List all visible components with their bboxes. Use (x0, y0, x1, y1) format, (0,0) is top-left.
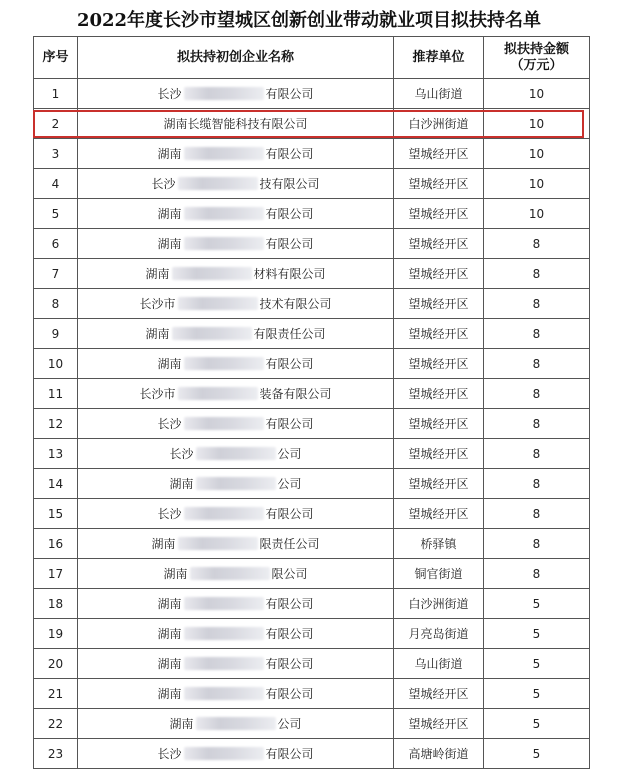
company-name (78, 439, 394, 469)
company-name-prefix: 湖南 (169, 717, 194, 731)
company-name-prefix: 长沙市 (139, 387, 176, 401)
company-name-suffix: 公司 (277, 717, 302, 731)
row-number: 17 (34, 559, 78, 589)
company-name-prefix: 长沙 (157, 87, 182, 101)
company-name (78, 529, 394, 559)
company-name-prefix: 湖南 (145, 267, 170, 281)
support-amount: 8 (484, 319, 590, 349)
company-name-prefix: 湖南 (157, 657, 182, 671)
company-name-text (169, 715, 301, 732)
company-name (78, 109, 394, 139)
company-name-text (157, 415, 313, 432)
company-name (78, 559, 394, 589)
company-name-text (163, 115, 307, 132)
company-name (78, 589, 394, 619)
table-row (34, 619, 590, 649)
company-name (78, 349, 394, 379)
company-name (78, 739, 394, 769)
company-name-suffix: 装备有限公司 (259, 387, 332, 401)
recommending-unit: 望城经开区 (394, 679, 484, 709)
company-name (78, 289, 394, 319)
redaction-blur (196, 717, 276, 730)
row-number: 20 (34, 649, 78, 679)
company-name (78, 79, 394, 109)
redaction-blur (184, 87, 264, 100)
company-name-text (139, 385, 331, 402)
company-name (78, 649, 394, 679)
row-number: 4 (34, 169, 78, 199)
recommending-unit: 望城经开区 (394, 259, 484, 289)
support-amount: 5 (484, 709, 590, 739)
company-name-text (157, 595, 313, 612)
company-name-text (145, 265, 325, 282)
company-name-prefix: 湖南 (163, 567, 188, 581)
redaction-blur (196, 477, 276, 490)
company-name (78, 169, 394, 199)
support-amount: 8 (484, 469, 590, 499)
company-name-prefix: 长沙 (169, 447, 194, 461)
company-name-suffix: 技有限公司 (259, 177, 320, 191)
recommending-unit: 望城经开区 (394, 199, 484, 229)
table-row (34, 709, 590, 739)
support-amount: 10 (484, 199, 590, 229)
recommending-unit: 乌山街道 (394, 649, 484, 679)
row-number: 12 (34, 409, 78, 439)
company-name-prefix: 长沙 (157, 507, 182, 521)
support-amount: 8 (484, 289, 590, 319)
row-number: 2 (34, 109, 78, 139)
table-row (34, 289, 590, 319)
company-name (78, 319, 394, 349)
support-amount: 8 (484, 349, 590, 379)
row-number: 7 (34, 259, 78, 289)
row-number: 13 (34, 439, 78, 469)
company-name-suffix: 技术有限公司 (259, 297, 332, 311)
support-amount: 10 (484, 139, 590, 169)
company-name-text (151, 535, 319, 552)
row-number: 14 (34, 469, 78, 499)
support-amount: 8 (484, 229, 590, 259)
table-row (34, 139, 590, 169)
company-name (78, 619, 394, 649)
company-name-text (157, 205, 313, 222)
support-amount: 10 (484, 79, 590, 109)
support-amount: 5 (484, 619, 590, 649)
redaction-blur (178, 297, 258, 310)
redaction-blur (184, 237, 264, 250)
company-name-prefix: 湖南 (157, 237, 182, 251)
row-number: 3 (34, 139, 78, 169)
company-name-prefix: 湖南 (157, 687, 182, 701)
company-name-prefix: 湖南 (157, 207, 182, 221)
table-row (34, 529, 590, 559)
redaction-blur (184, 687, 264, 700)
table-row (34, 319, 590, 349)
company-name (78, 229, 394, 259)
redaction-blur (184, 357, 264, 370)
redaction-blur (184, 207, 264, 220)
company-name-suffix: 有限公司 (265, 507, 314, 521)
company-name-prefix: 湖南 (157, 147, 182, 161)
table-row (34, 229, 590, 259)
company-name-prefix: 长沙 (151, 177, 176, 191)
table-row (34, 259, 590, 289)
recommending-unit: 望城经开区 (394, 139, 484, 169)
recommending-unit: 望城经开区 (394, 409, 484, 439)
company-name-text (157, 685, 313, 702)
table-row (34, 589, 590, 619)
company-name-text (169, 445, 301, 462)
row-number: 16 (34, 529, 78, 559)
row-number: 6 (34, 229, 78, 259)
company-name (78, 709, 394, 739)
company-name-text (157, 625, 313, 642)
redaction-blur (184, 417, 264, 430)
table-row (34, 499, 590, 529)
company-name (78, 139, 394, 169)
row-number: 21 (34, 679, 78, 709)
table-row (34, 199, 590, 229)
row-number: 10 (34, 349, 78, 379)
recommending-unit: 乌山街道 (394, 79, 484, 109)
company-name-text (157, 145, 313, 162)
recommending-unit: 高塘岭街道 (394, 739, 484, 769)
row-number: 18 (34, 589, 78, 619)
recommending-unit: 月亮岛街道 (394, 619, 484, 649)
row-number: 22 (34, 709, 78, 739)
redaction-blur (178, 177, 258, 190)
header-amount (484, 37, 590, 79)
table-row (34, 439, 590, 469)
table-row (34, 349, 590, 379)
company-name-text (169, 475, 301, 492)
company-name-text (157, 745, 313, 762)
table-row (34, 409, 590, 439)
support-amount: 10 (484, 169, 590, 199)
support-amount: 8 (484, 259, 590, 289)
company-name-suffix: 有限公司 (265, 747, 314, 761)
redaction-blur (184, 147, 264, 160)
support-amount: 5 (484, 589, 590, 619)
company-name-suffix: 有限公司 (265, 237, 314, 251)
redaction-blur (172, 327, 252, 340)
support-amount: 8 (484, 439, 590, 469)
header-recommending-unit: 推荐单位 (394, 37, 484, 79)
company-name-suffix: 有限公司 (265, 417, 314, 431)
company-name-suffix: 有限公司 (265, 627, 314, 641)
company-name-text (157, 235, 313, 252)
company-name-text (151, 175, 319, 192)
redaction-blur (178, 387, 258, 400)
support-amount: 5 (484, 649, 590, 679)
header-company-name: 拟扶持初创企业名称 (78, 37, 394, 79)
company-name (78, 499, 394, 529)
redaction-blur (184, 507, 264, 520)
company-name-suffix: 有限公司 (265, 87, 314, 101)
support-amount: 5 (484, 739, 590, 769)
recommending-unit: 望城经开区 (394, 439, 484, 469)
table-row (34, 649, 590, 679)
company-name (78, 259, 394, 289)
company-name (78, 409, 394, 439)
company-name (78, 469, 394, 499)
table-row (34, 169, 590, 199)
company-name-suffix: 有限公司 (265, 687, 314, 701)
company-name-text (163, 565, 307, 582)
company-name (78, 679, 394, 709)
recommending-unit: 望城经开区 (394, 499, 484, 529)
support-amount: 8 (484, 499, 590, 529)
company-list-table (33, 36, 590, 769)
company-name-suffix: 公司 (277, 477, 302, 491)
company-name-suffix: 有限公司 (265, 657, 314, 671)
row-number: 5 (34, 199, 78, 229)
recommending-unit: 桥驿镇 (394, 529, 484, 559)
recommending-unit: 白沙洲街道 (394, 109, 484, 139)
document-title: 2022年度长沙市望城区创新创业带动就业项目拟扶持名单 (76, 10, 542, 31)
company-name-text (157, 85, 313, 102)
recommending-unit: 铜官街道 (394, 559, 484, 589)
company-name-prefix: 湖南 (157, 597, 182, 611)
row-number: 11 (34, 379, 78, 409)
company-name-text (145, 325, 325, 342)
redaction-blur (172, 267, 252, 280)
header-amount-unit: （万元） (510, 57, 563, 73)
recommending-unit: 望城经开区 (394, 379, 484, 409)
support-amount: 8 (484, 559, 590, 589)
table-row (34, 109, 590, 139)
company-name (78, 199, 394, 229)
company-name-suffix: 有限公司 (265, 147, 314, 161)
company-name-suffix: 有限公司 (265, 357, 314, 371)
redaction-blur (178, 537, 258, 550)
row-number: 19 (34, 619, 78, 649)
header-amount-label: 拟扶持金额 (503, 41, 569, 57)
redaction-blur (196, 447, 276, 460)
table-row (34, 559, 590, 589)
company-name-suffix: 限责任公司 (259, 537, 320, 551)
company-name-prefix: 湖南 (145, 327, 170, 341)
table-row (34, 679, 590, 709)
company-name-suffix: 有限责任公司 (253, 327, 326, 341)
row-number: 8 (34, 289, 78, 319)
company-name-text (157, 355, 313, 372)
support-amount: 10 (484, 109, 590, 139)
company-name-suffix: 有限公司 (265, 207, 314, 221)
company-name-suffix: 公司 (277, 447, 302, 461)
support-amount: 8 (484, 379, 590, 409)
table-header-row (34, 37, 590, 79)
recommending-unit: 望城经开区 (394, 349, 484, 379)
recommending-unit: 望城经开区 (394, 169, 484, 199)
redaction-blur (184, 747, 264, 760)
redaction-blur (184, 627, 264, 640)
redaction-blur (190, 567, 270, 580)
recommending-unit: 白沙洲街道 (394, 589, 484, 619)
table-body (34, 79, 590, 769)
row-number: 1 (34, 79, 78, 109)
row-number: 23 (34, 739, 78, 769)
redaction-blur (184, 597, 264, 610)
support-amount: 8 (484, 529, 590, 559)
table-row (34, 379, 590, 409)
redaction-blur (184, 657, 264, 670)
company-name-prefix: 湖南 (157, 627, 182, 641)
recommending-unit: 望城经开区 (394, 709, 484, 739)
support-amount: 5 (484, 679, 590, 709)
recommending-unit: 望城经开区 (394, 289, 484, 319)
company-name-text (139, 295, 331, 312)
recommending-unit: 望城经开区 (394, 469, 484, 499)
company-name-text (157, 505, 313, 522)
company-name-suffix: 材料有限公司 (253, 267, 326, 281)
table-row (34, 739, 590, 769)
company-name-prefix: 长沙市 (139, 297, 176, 311)
company-name-prefix: 湖南 (169, 477, 194, 491)
company-name-prefix: 长沙 (157, 747, 182, 761)
company-name-prefix: 湖南长缆智能科技有限公司 (163, 117, 308, 131)
company-name (78, 379, 394, 409)
company-name-prefix: 湖南 (151, 537, 176, 551)
company-name-prefix: 湖南 (157, 357, 182, 371)
row-number: 9 (34, 319, 78, 349)
table-row (34, 79, 590, 109)
recommending-unit: 望城经开区 (394, 229, 484, 259)
support-amount: 8 (484, 409, 590, 439)
company-name-prefix: 长沙 (157, 417, 182, 431)
company-name-text (157, 655, 313, 672)
company-name-suffix: 限公司 (271, 567, 308, 581)
table-row (34, 469, 590, 499)
company-name-suffix: 有限公司 (265, 597, 314, 611)
recommending-unit: 望城经开区 (394, 319, 484, 349)
row-number: 15 (34, 499, 78, 529)
header-no: 序号 (34, 37, 78, 79)
